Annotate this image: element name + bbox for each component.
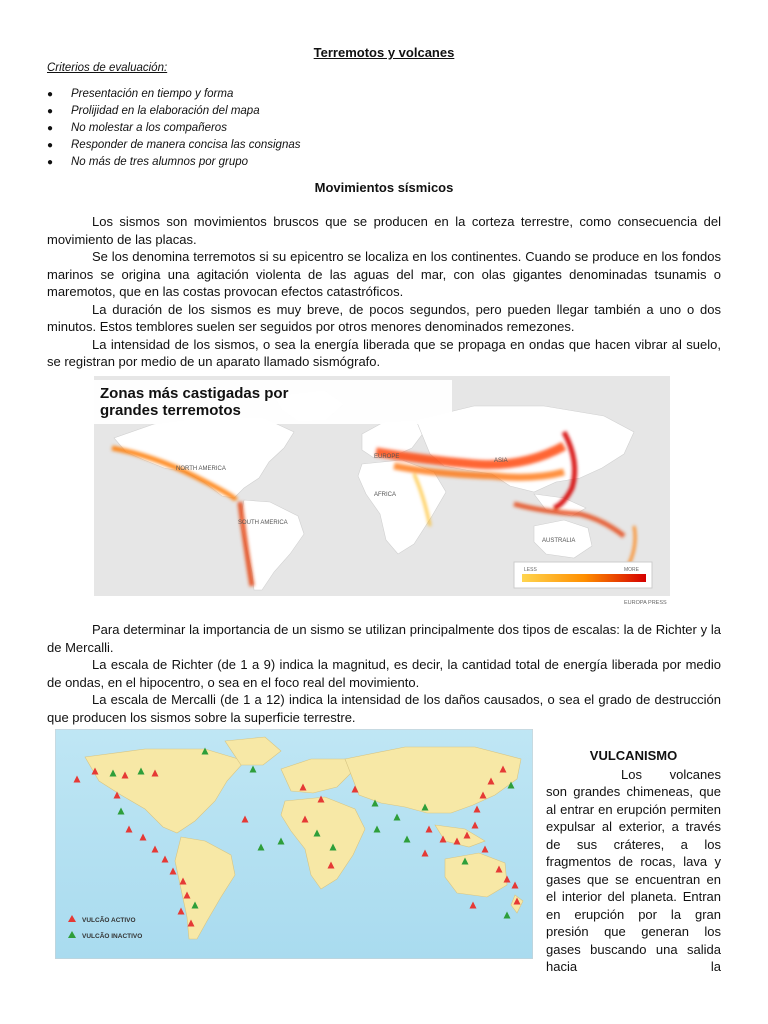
label-africa: AFRICA xyxy=(374,492,397,498)
legend-active-label: VULCÃO ACTIVO xyxy=(82,917,136,924)
paragraph: Los sismos son movimientos bruscos que se producen en la corteza terrestre, como consecuencia del movimiento de las placas. xyxy=(47,214,721,247)
page-title: Terremotos y volcanes xyxy=(313,45,455,60)
paragraph: Se los denomina terremotos si su epicentro se localiza en los continentes. Cuando se produce en los fondos marinos se origina una agitación violenta de las aguas del mar, con olas gigantes denominadas tsunamis o maremotos, que en las costas provocan efectos catastróficos. xyxy=(47,249,721,299)
label-asia: ASIA xyxy=(494,458,508,464)
legend-low: LESS xyxy=(524,567,537,573)
paragraph: Para determinar la importancia de un sismo se utilizan principalmente dos tipos de escalas: la de Richter y la de Mercalli. xyxy=(47,622,721,655)
criteria-item: ● Prolijidad en la elaboración del mapa xyxy=(47,103,301,120)
map-credit: EUROPA PRESS xyxy=(624,600,667,606)
volcano-map xyxy=(55,729,533,959)
legend-gradient xyxy=(522,574,646,582)
legend-high: MORE xyxy=(624,567,639,573)
earthquake-map xyxy=(94,376,670,606)
earthquake-map-graphic xyxy=(94,376,670,606)
seismic-text xyxy=(47,213,721,371)
volcanism-section xyxy=(546,747,721,976)
label-south-america: SOUTH AMERICA xyxy=(238,520,288,526)
paragraph: La intensidad de los sismos, o sea la energía liberada que se propaga en ondas que hacen vibrar al suelo, se registran por medio de un aparato llamado sismógrafo. xyxy=(47,336,721,369)
criteria-item: ● No molestar a los compañeros xyxy=(47,120,301,137)
label-europe: EUROPE xyxy=(374,454,400,460)
criteria-heading: Criterios de evaluación: xyxy=(47,62,168,74)
bullet-icon: ● xyxy=(47,157,54,168)
legend-inactive-label: VULCÃO INACTIVO xyxy=(82,933,143,940)
map-title-line1: Zonas más castigadas por xyxy=(100,385,289,402)
criteria-list xyxy=(47,86,301,171)
bullet-icon: ● xyxy=(47,140,54,151)
map-title-line2: grandes terremotos xyxy=(100,402,241,419)
criteria-item: ● Responder de manera concisa las consignas xyxy=(47,137,301,154)
label-north-america: NORTH AMERICA xyxy=(176,466,226,472)
paragraph: La escala de Richter (de 1 a 9) indica la magnitud, es decir, la cantidad total de energía liberada por medio de ondas, en el hipocentro, o sea en el foco real del movimiento. xyxy=(47,657,721,690)
volcanism-heading: VULCANISMO xyxy=(589,748,678,763)
bullet-icon: ● xyxy=(47,106,54,117)
paragraph: La escala de Mercalli (de 1 a 12) indica la intensidad de los daños causados, o sea el grado de destrucción que producen los sismos sobre la superficie terrestre. xyxy=(47,692,721,725)
volcanism-text: Los volcanes son grandes chimeneas, que al entrar en erupción permiten expulsar al exterior, a través de sus cráteres, a los fragmentos de rocas, lava y gases que se encuentran en el interior del planeta. Entran en erupción por la gran presión que generan los gases buscando una salida hacia la xyxy=(546,766,721,975)
label-australia: AUSTRALIA xyxy=(542,538,576,544)
criteria-item: ● Presentación en tiempo y forma xyxy=(47,86,301,103)
scales-text xyxy=(47,621,721,726)
seismic-heading: Movimientos sísmicos xyxy=(314,180,454,195)
bullet-icon: ● xyxy=(47,89,54,100)
volcano-map-graphic xyxy=(55,729,533,959)
criteria-item: ● No más de tres alumnos por grupo xyxy=(47,154,301,171)
paragraph: La duración de los sismos es muy breve, de pocos segundos, pero pueden llegar también a uno o dos minutos. Estos temblores suelen ser seguidos por otros menores denominados remezones. xyxy=(47,301,721,334)
bullet-icon: ● xyxy=(47,123,54,134)
